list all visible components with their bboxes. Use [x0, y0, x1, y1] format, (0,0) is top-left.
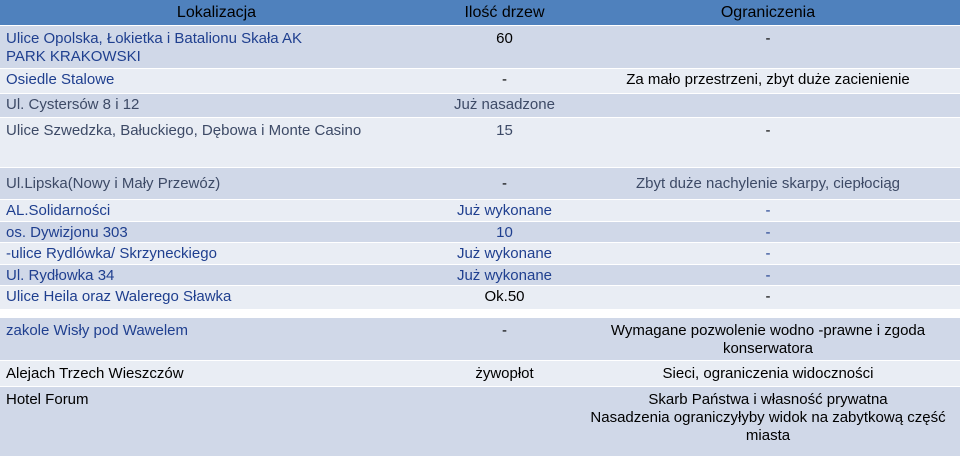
cell-limits: Za mało przestrzeni, zbyt duże zacienienie: [626, 71, 910, 88]
cell-limits-line1: Skarb Państwa i własność prywatna: [648, 391, 888, 408]
cell-location-line1: Ulice Opolska, Łokietka i Batalionu Skała AK: [6, 30, 302, 47]
table-row: [0, 200, 960, 222]
cell-location: Alejach Trzech Wieszczów: [6, 365, 184, 382]
cell-limits: -: [765, 267, 771, 284]
cell-limits: -: [765, 245, 771, 262]
cell-limits-line3: miasta: [745, 427, 791, 444]
cell-trees: 60: [496, 30, 513, 47]
table-row: [0, 94, 960, 118]
table-row: [0, 222, 960, 243]
header-lokalizacja: Lokalizacja: [176, 4, 257, 21]
cell-location-line2: PARK KRAKOWSKI: [6, 48, 141, 65]
cell-trees: -: [502, 71, 507, 88]
table-row: [0, 118, 960, 168]
cell-limits-line2: konserwatora: [722, 340, 814, 357]
cell-limits: -: [765, 202, 771, 219]
cell-location: Ul.Lipska(Nowy i Mały Przewóz): [6, 174, 221, 192]
cell-limits: [576, 387, 960, 456]
cell-limits: [576, 318, 960, 360]
cell-trees: Ok.50: [484, 288, 525, 305]
table-row: [0, 168, 960, 200]
cell-limits: -: [765, 122, 771, 139]
cell-trees: Już nasadzone: [454, 96, 555, 113]
cell-trees: Już wykonane: [456, 202, 553, 219]
cell-trees: Już wykonane: [456, 245, 553, 262]
table-row: [0, 69, 960, 94]
cell-trees: -: [502, 174, 507, 192]
table-row: [0, 26, 960, 69]
cell-limits: [576, 94, 960, 117]
table-row: [0, 243, 960, 265]
cell-location: Ulice Szwedzka, Bałuckiego, Dębowa i Monte Casino: [6, 122, 362, 139]
cell-location: Hotel Forum: [6, 391, 89, 408]
cell-location: [0, 26, 433, 68]
table-row: [0, 387, 960, 456]
table-row: [0, 318, 960, 361]
cell-location: AL.Solidarności: [6, 202, 111, 219]
cell-location: Osiedle Stalowe: [6, 71, 115, 88]
cell-location: zakole Wisły pod Wawelem: [6, 322, 188, 339]
header-ograniczenia: Ograniczenia: [720, 4, 816, 21]
table-row: [0, 286, 960, 310]
table-row: [0, 361, 960, 387]
cell-limits: -: [765, 288, 771, 305]
cell-location: Ulice Heila oraz Walerego Sławka: [6, 288, 232, 305]
cell-location: os. Dywizjonu 303: [6, 224, 128, 241]
table-row: [0, 265, 960, 286]
cell-limits: -: [765, 30, 771, 47]
table-header: [0, 0, 960, 26]
cell-limits: Zbyt duże nachylenie skarpy, ciepłociąg: [635, 174, 901, 192]
cell-limits: Sieci, ograniczenia widoczności: [662, 365, 874, 382]
cell-trees: Już wykonane: [456, 267, 553, 284]
cell-limits: -: [765, 224, 771, 241]
cell-limits-line1: Wymagane pozwolenie wodno -prawne i zgoda: [610, 322, 926, 339]
row-spacer: [0, 310, 960, 318]
cell-location: Ul. Cystersów 8 i 12: [6, 96, 140, 113]
cell-location: -ulice Rydlówka/ Skrzyneckiego: [6, 245, 217, 262]
cell-trees: [433, 387, 576, 456]
header-ilosc-drzew: Ilość drzew: [464, 4, 545, 21]
cell-location: Ul. Rydłowka 34: [6, 267, 115, 284]
cell-trees: 15: [496, 122, 513, 139]
cell-trees: -: [502, 322, 507, 339]
cell-limits-line2: Nasadzenia ograniczyłyby widok na zabytkową część: [590, 409, 946, 426]
cell-trees: 10: [496, 224, 513, 241]
cell-trees: żywopłot: [475, 365, 534, 382]
